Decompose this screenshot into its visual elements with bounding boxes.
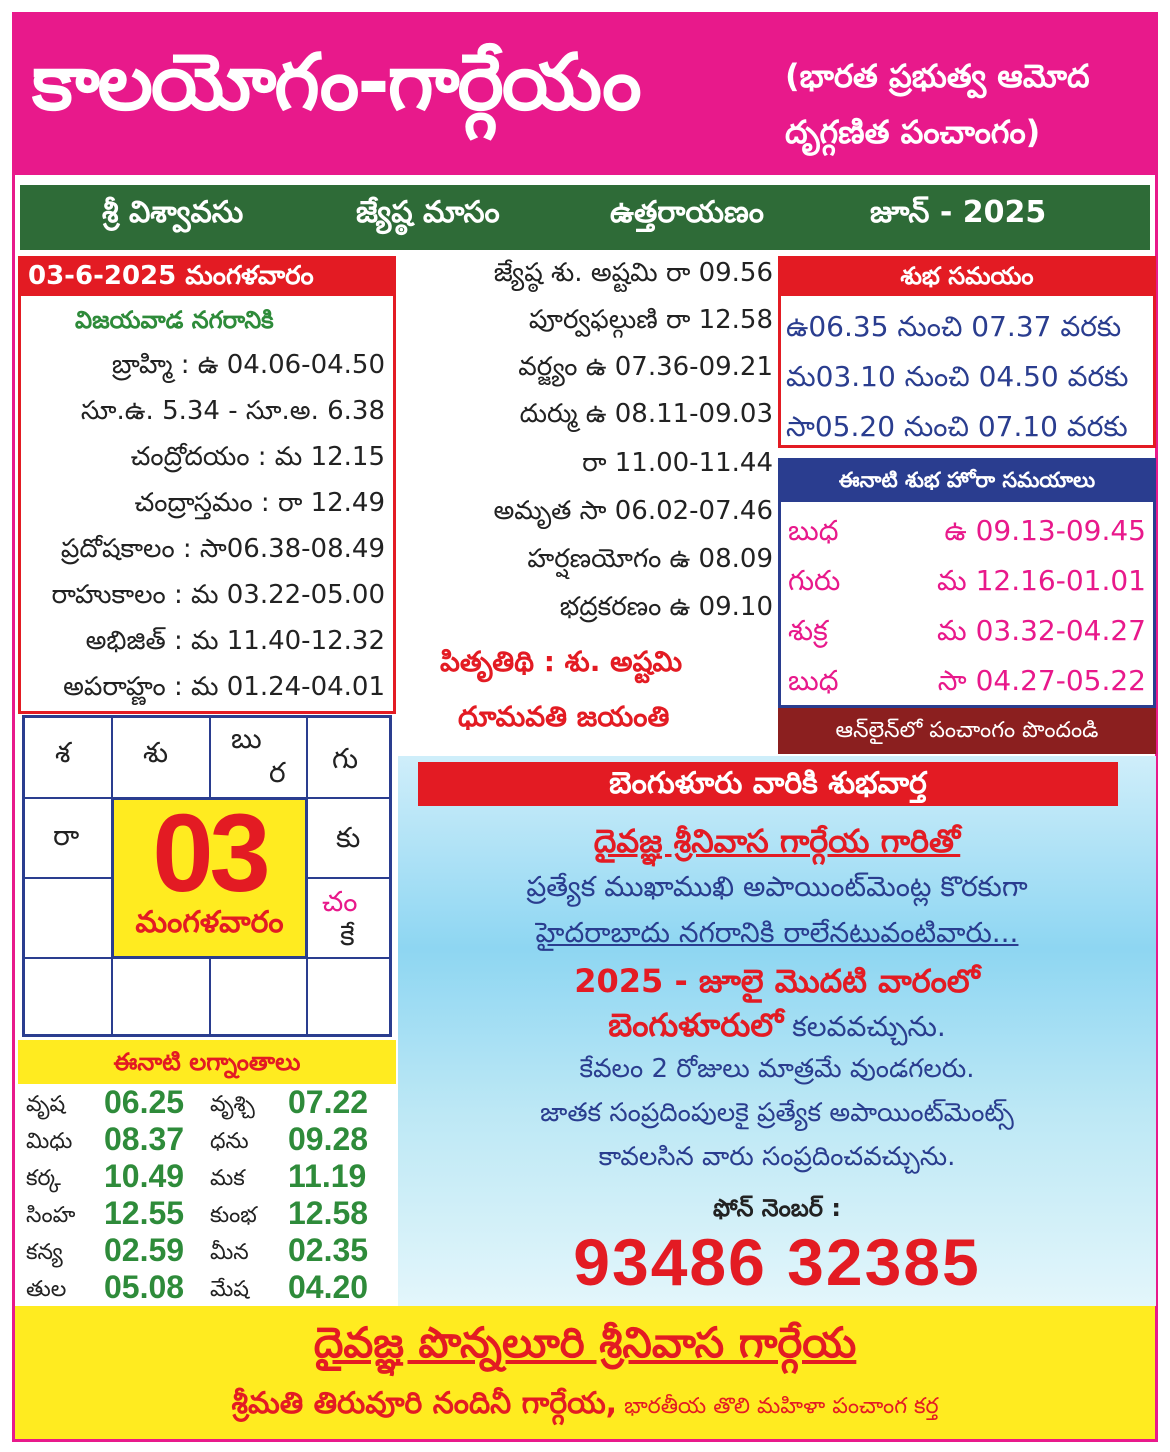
day-name: మంగళవారం [135,905,284,940]
year-name: శ్రీ విశ్వావసు [102,195,244,230]
info-row: ప్రదోషకాలం : సా06.38-08.49 [60,534,385,564]
city-label: విజయవాడ నగరానికి [75,306,274,334]
info-row: చంద్రోదయం : మ 12.15 [130,442,385,472]
page-subtitle: (భారత ప్రభుత్వ ఆమోద దృగ్గణిత పంచాంగం) [785,57,1090,151]
info-row: బ్రాహ్మి : ఉ 04.06-04.50 [111,350,385,380]
ad-line: 2025 - జూలై మొదటి వారంలో [574,962,980,1000]
panchang-row: జ్యేష్ఠ శు. అష్టమి రా 09.56 [493,258,773,288]
info-row: అభిజిత్ : మ 11.40-12.32 [85,626,385,656]
grid-cell: రా [22,798,112,878]
grid-cell: శ [22,715,112,798]
co-author-line: శ్రీమతి తిరువూరి నందినీ గార్గేయ, భారతీయ తొలి మహిళా పంచాంగ కర్త [231,1386,939,1421]
info-bar [20,180,1150,250]
table-row: మిధు 08.37 ధను 09.28 [26,1121,369,1157]
info-row: సూ.ఉ. 5.34 - సూ.అ. 6.38 [80,396,385,426]
table-row: వృష 06.25 వృశ్చి 07.22 [26,1084,369,1120]
panchang-row: రా 11.00-11.44 [582,448,773,478]
grid-cell: గు [307,715,392,798]
ad-line: దైవజ్ఞ శ్రీనివాస గార్గేయ గారితో [593,822,961,860]
ad-line: ప్రత్యేక ముఖాముఖి అపాయింట్‌మెంట్ల కొరకుగా [526,870,1028,903]
table-row: కర్క 10.49 మక 11.19 [26,1158,367,1194]
table-row: సింహ 12.55 కుంభ 12.58 [26,1195,369,1231]
subha-row: మ03.10 నుంచి 04.50 వరకు [786,360,1129,393]
date-label: 03-6-2025 మంగళవారం [18,256,396,296]
month-year: జూన్ - 2025 [870,195,1047,230]
grid-cell: బు ర [210,715,307,798]
grid-cell [210,958,307,1037]
ad-heading: బెంగుళూరు వారికి శుభవార్త [418,762,1118,806]
panchang-row: వర్జ్యం ఉ 07.36-09.21 [518,352,773,382]
ad-line: కావలసిన వారు సంప్రదించవచ్చును. [598,1142,956,1172]
hora-title: ఈనాటి శుభ హోరా సమయాలు [778,458,1156,502]
grid-cell: కు [307,798,392,878]
grid-cell: చం కే [307,878,392,958]
ayana-name: ఉత్తరాయణం [610,195,764,230]
panchang-row: దుర్ము ఉ 08.11-09.03 [519,399,773,429]
phone-label: ఫోన్ నెంబర్ : [713,1194,841,1222]
info-row: అపరాహ్ణం : మ 01.24-04.01 [63,672,385,702]
lagnam-table [18,1084,396,1306]
grid-cell [307,958,392,1037]
subha-row: సా05.20 నుంచి 07.10 వరకు [786,410,1128,443]
phone-number[interactable]: 93486 32385 [573,1225,981,1299]
grid-cell [22,958,112,1037]
ad-line: హైదరాబాదు నగరానికి రాలేనటువంటివారు... [535,916,1019,949]
panchang-row: హర్షణయోగం ఉ 08.09 [527,544,773,574]
subha-samayam-title: శుభ సమయం [778,256,1156,296]
grid-cell [22,878,112,958]
ad-line: జాతక సంప్రదింపులకై ప్రత్యేక అపాయింట్‌మెంట్స్ [540,1098,1014,1128]
month-name: జ్యేష్ఠ మాసం [356,195,500,230]
grid-cell [112,958,210,1037]
table-row: కన్య 02.59 మీన 02.35 [26,1232,369,1268]
page-title: కాలయోగం-గార్గేయం [32,38,640,128]
ad-line: బెంగుళూరులో కలవవచ్చును. [608,1006,946,1044]
panchang-row: పూర్వఫల్గుణి రా 12.58 [528,305,773,335]
subha-row: ఉ06.35 నుంచి 07.37 వరకు [786,310,1122,343]
pitru-tithi: పితృతిథి : శు. అష్టమి [440,645,683,678]
panchang-row: భద్రకరణం ఉ 09.10 [559,592,773,622]
day-number: 03 [152,792,267,915]
online-link[interactable]: ఆన్‌లైన్‌లో పంచాంగం పొందండి [778,708,1156,754]
info-row: చంద్రాస్తమం : రా 12.49 [134,488,385,518]
grid-cell: శు [112,715,210,798]
table-row: తుల 05.08 మేష 04.20 [26,1269,369,1305]
festival-label: ధూమవతి జయంతి [458,700,670,733]
ad-line: కేవలం 2 రోజులు మాత్రమే వుండగలరు. [579,1054,975,1084]
lagnam-title: ఈనాటి లగ్నాంతాలు [18,1040,396,1084]
info-row: రాహుకాలం : మ 03.22-05.00 [51,580,385,610]
author-name: దైవజ్ఞ పొన్నలూరి శ్రీనివాస గార్గేయ [313,1318,857,1367]
panchang-row: అమృత సా 06.02-07.46 [493,496,773,526]
